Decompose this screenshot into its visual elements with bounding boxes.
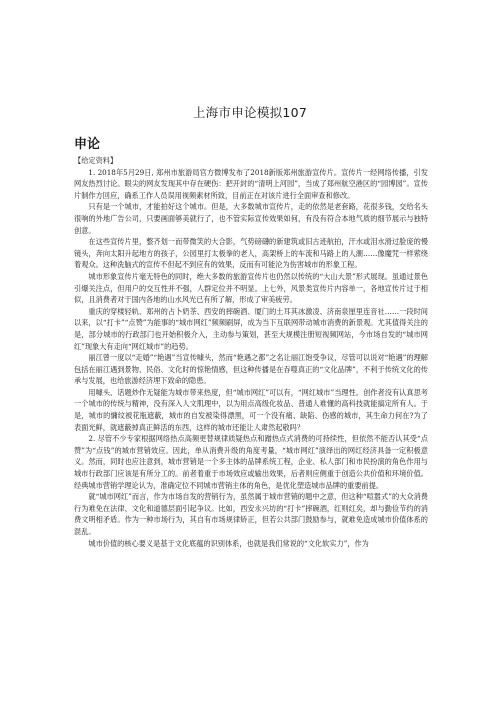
- document-body: [74, 155, 428, 549]
- paragraph: 城市形象宣传片毫无特色的同时，绝大多数的旅游宣传片也仍然以传统的“大山大景”形式展现。虽通过景色引爆关注点，但用户的交互性并不强，人群定位并不明显。上七外，风景类宣传片内容单一，各地宣传片过于相似，且消费者对于国内各地的山水风光已有所了解，形成了审美疲劳。: [74, 271, 428, 305]
- document-title: 上海市申论模拟107: [192, 105, 308, 120]
- paragraph: 城市价值的核心要义是基于文化底蕴的识别体系，也就是我们常说的“文化软实力”，作为: [88, 538, 369, 548]
- paragraph: 丽江曾一度以“走婚”“艳遇”当宣传噱头，然而“艳遇之都”之名让丽江饱受争议，尽管可以说对“艳遇”的理解包括在丽江遇到景物、民俗、文化时的惊艳情感，但这种传播是在吞噬真正的“文化品牌”，不利于传统文化的传承与发展，也给旅游经济埋下致命的隐患。: [74, 353, 428, 386]
- section-heading: 申论: [74, 137, 101, 152]
- paragraph: 在这些宣传片里，整齐划一而带微笑的大合影，气势磅礴的新建筑或旧古迹航拍，汗水或泪水滑过脸庞的慢镜头，奔向太阳升起地方的孩子，公园里打太极拳的老人，高架桥上的车流和马路上的人潮……像魔咒一样萦绕着观众。这种洗脑式的宣传不但起不到应有的效果，反而有可能沦为伤害城市的形象工程。: [74, 237, 428, 270]
- materials-label: 【给定资料】: [74, 156, 118, 165]
- paragraph: 用噱头、话题炒作无疑能为城市带来热度，但“城市网红”可以有，“网红城市”当理性。创作者没有认真思考一个城市的传统与精神，没有深入人文肌理中，以为用点高级化妆品、普通人难懂的高科技就能搞定所有人。于是，城市的慵纹被花瓶遮蔽，城市的自发被染得漂黑，可一个没有痛、缺陷、伤感的城市，其生命力何在?为了表面光鲜，就遮蔽掉真正鲜活的东西，这样的城市还能让人肃然起敬吗？: [74, 387, 428, 432]
- paragraph: 就“城市网红”而言，作为市场自发的营销行为，虽然属于城市营销的题中之意，但这种“喧嚣式”的大众消费行为难免在法律、文化和道德层面引起争议。比如，西安永兴坊的“打卡”摔碗酒，红则红矣，却与勤俭节约的消费文明相矛盾。作为一种市场行为，其自有市场规律矫正，但若公共部门鼓励参与，就难免造成城市价值体系的混乱。: [74, 492, 428, 536]
- paragraph: 重庆的穿楼轻轨、郑州的占卜奶茶、西安的摔碗酒、厦门的土耳其冰激凌、济南泉厘里连音社……一段时间以来，以“打卡”“点赞”为能事的“城市网红”频频刷屏，成为当下互联网带动城市消费的新景观。尤其值得关注的是，部分城市的行政部门也开始积极介入，主动参与策划，甚至大规模注册短视频网站，今市场自发的“城市网红”现象大有走向“网红城市”的趋势。: [74, 306, 428, 351]
- paragraph: 2. 尽管不少专家根据网络热点高频更替规律质疑热点和蹭热点式消费的可持续性，但依然不能否认其受“点赞”为“点钱”的城市营销效应。因此，单从消费升级的角度考量，“城市网红”演绎出的网红经济具备一定积极意义。然而，同时也应注意到，城市营销是一个多主体的品牌系统工程，企业、私人部门和市民扮演的角色作用与城市行政部门应该是有所分工的。前者着重于市场效应或输出效果，后者则应侧重于创造公共价值和环境价值。经典城市营销学理论认为，准确定位不同城市营销主体的角色，是优化塑造城市品牌的重要前提。: [74, 434, 428, 490]
- paragraph: 只有是一个城市，才能拍好这个城市。但是，大多数城市宣传片，走的依然是老套路，花很多钱，交给名头很响的外地广告公司，只要画面够美就行了，也不管实际宣传效果如何，有没有符合本地气质的细节展示与独特创意。: [74, 202, 428, 235]
- paragraph: 1. 2018年5月29日, 郑州市旅游局官方微博发布了2018新版郑州旅游宣传片。宣传片一经网络传播，引发网友热烈讨论。眼尖的网友发现其中存在硬伤：把开封的“清明上河园”，当成了郑州航空港区的“园博园”。宣传片制作方回应，确系工作人员误用视频素材所致，目前正在对该片进行全面审查和修改。: [74, 167, 428, 200]
